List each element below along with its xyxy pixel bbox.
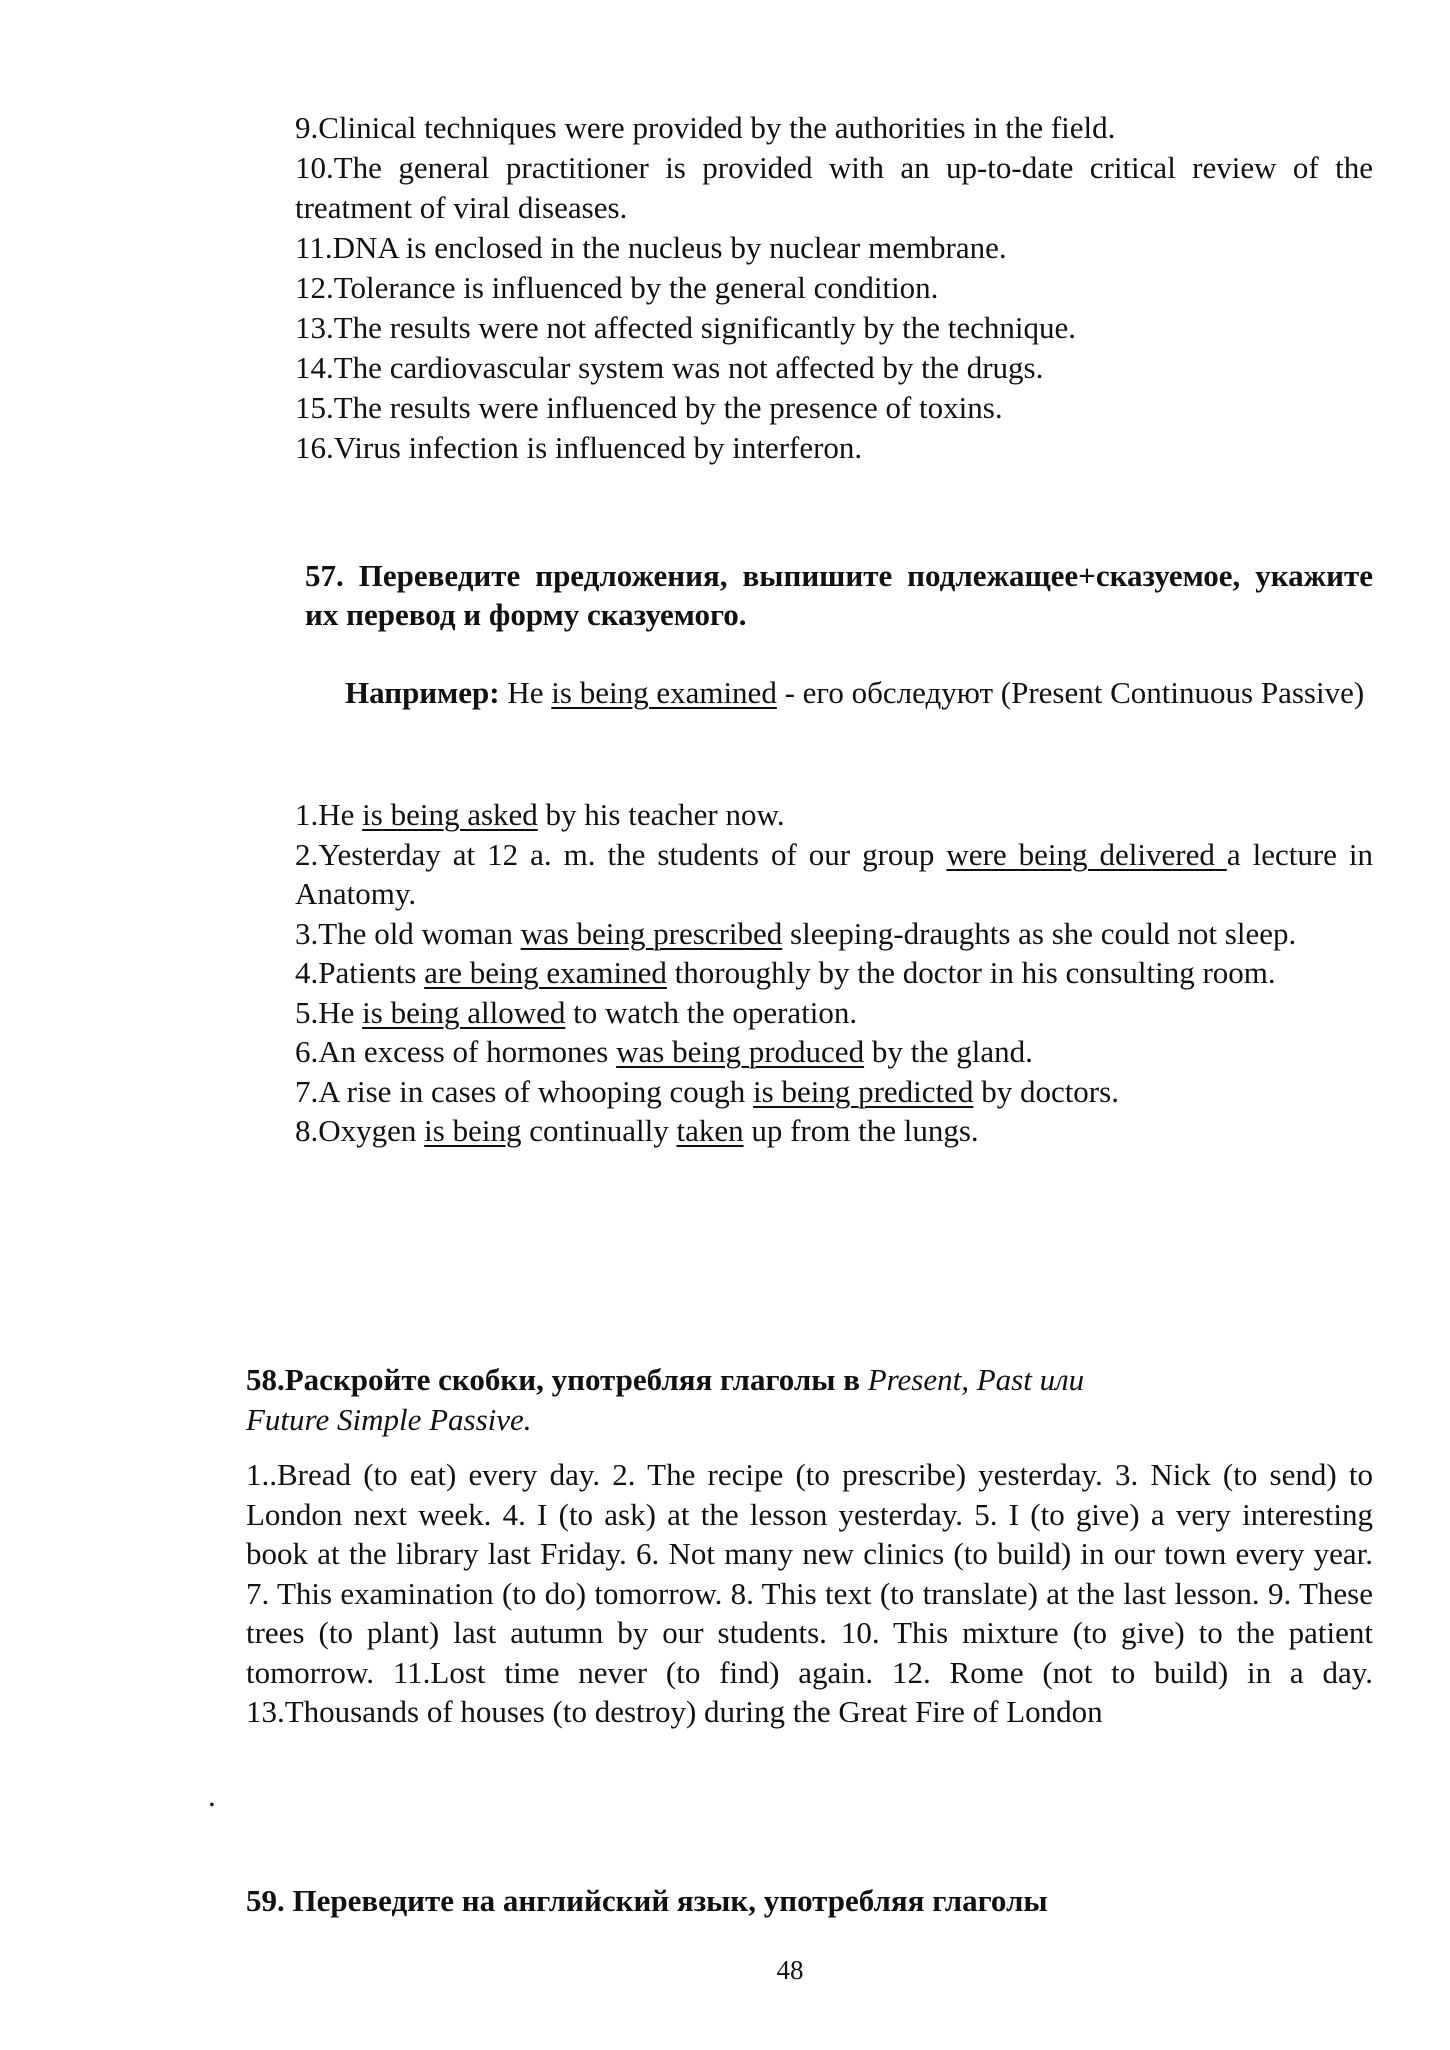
list-item	[295, 835, 1373, 914]
underlined-predicate: is being	[424, 1113, 522, 1148]
exercise-58-text: 1..Bread (to eat) every day. 2. The recipe (to prescribe) yesterday. 3. Nick (to send) to London next week. 4. I (to ask) at the lesson yesterday. 5. I (to give) a very interesting book at the library last Friday. 6. Not many new clinics (to build) in our town every year. 7. This examination (to do) tomorrow. 8. This text (to translate) at the last lesson. 9. These trees (to plant) last autumn by our students. 10. This mixture (to give) to the patient tomorrow. 11.Lost time never (to find) again. 12. Rome (not to build) in a day. 13.Thousands of houses (to destroy) during the Great Fire of London	[246, 1457, 1373, 1729]
sentence-start: 5.He	[295, 994, 363, 1030]
sentence-start: 2.Yesterday at 12 a. m. the students of our group	[295, 836, 947, 872]
underlined-predicate: were being delivered	[946, 836, 1227, 872]
sentence-end: to watch the operation.	[565, 994, 858, 1030]
exercise-57-list	[295, 795, 1373, 1151]
list-item: 16.Virus infection is influenced by interferon.	[295, 430, 863, 465]
sentence-end: a lecture in Anatomy.	[295, 836, 1374, 911]
sentence-end: by doctors.	[973, 1073, 1119, 1109]
example-line	[208, 673, 1373, 713]
exercise-57-example	[208, 673, 1373, 713]
list-item: 13.The results were not affected significantly by the technique.	[295, 310, 1077, 345]
list-item	[295, 953, 1373, 993]
sentence-end: by his teacher now.	[537, 797, 785, 832]
sentence-start: 8.Oxygen	[295, 1113, 425, 1148]
list-item: 11.DNA is enclosed in the nucleus by nuclear membrane.	[295, 230, 1007, 265]
example-predicate: is being examined	[551, 675, 777, 710]
underlined-predicate: is being predicted	[753, 1073, 974, 1109]
underlined-predicate-part: taken	[676, 1113, 744, 1148]
sentence-end: sleeping-draughts as she could not sleep.	[782, 915, 1297, 951]
sentence-end: by the gland.	[864, 1034, 1033, 1069]
list-item	[295, 914, 1373, 954]
page-number: 48	[776, 1955, 804, 1985]
exercise-58-heading	[246, 1360, 1373, 1400]
list-item	[295, 993, 1373, 1033]
example-subject: He	[499, 675, 552, 710]
sentence-end: up from the lungs.	[743, 1113, 979, 1148]
list-item: 10.The general practitioner is provided with an up-to-date critical review of the treatment of viral diseases.	[295, 150, 1373, 225]
sentence-start: 4.Patients	[295, 955, 425, 990]
exercise-58-heading-italic: Present, Past или	[867, 1362, 1085, 1397]
sentence-end: thoroughly by the doctor in his consulting room.	[666, 955, 1276, 990]
underlined-predicate: is being allowed	[362, 994, 566, 1030]
sentence-start: 7.A rise in cases of whooping cough	[295, 1073, 754, 1109]
sentence-start: 3.The old woman	[295, 915, 521, 951]
list-item	[295, 795, 1373, 835]
exercise-58-heading-bold: 58.Раскройте скобки, употребляя глаголы в	[246, 1362, 860, 1397]
example-translation: - его обследуют (Present Continuous Passive)	[776, 675, 1365, 710]
underlined-predicate: was being produced	[616, 1034, 865, 1069]
sentence-start: 6.An excess of hormones	[295, 1034, 617, 1069]
example-label: Например:	[345, 675, 500, 710]
exercise-59-heading: 59. Переведите на английский язык, употребляя глаголы	[246, 1883, 1048, 1918]
list-item: 12.Tolerance is influenced by the general condition.	[295, 270, 939, 305]
stray-dot: .	[208, 1778, 216, 1813]
sentence-middle: continually	[521, 1113, 677, 1148]
exercise-57-heading: 57. Переведите предложения, выпишите подлежащее+сказуемое, укажите их перевод и форму сказуемого.	[305, 558, 1373, 632]
list-item	[295, 1072, 1373, 1112]
exercise-56-continued-list	[295, 108, 1373, 468]
exercise-58-heading-continued: Future Simple Passive.	[246, 1402, 532, 1437]
list-item: 15.The results were influenced by the presence of toxins.	[295, 390, 1003, 425]
list-item	[295, 1111, 1373, 1151]
list-item: 14.The cardiovascular system was not affected by the drugs.	[295, 350, 1044, 385]
list-item	[295, 1032, 1373, 1072]
list-item: 9.Clinical techniques were provided by the authorities in the field.	[295, 110, 1116, 145]
underlined-predicate: is being asked	[362, 797, 538, 832]
underlined-predicate: are being examined	[424, 955, 667, 990]
sentence-start: 1.He	[295, 797, 363, 832]
underlined-predicate: was being prescribed	[520, 915, 783, 951]
